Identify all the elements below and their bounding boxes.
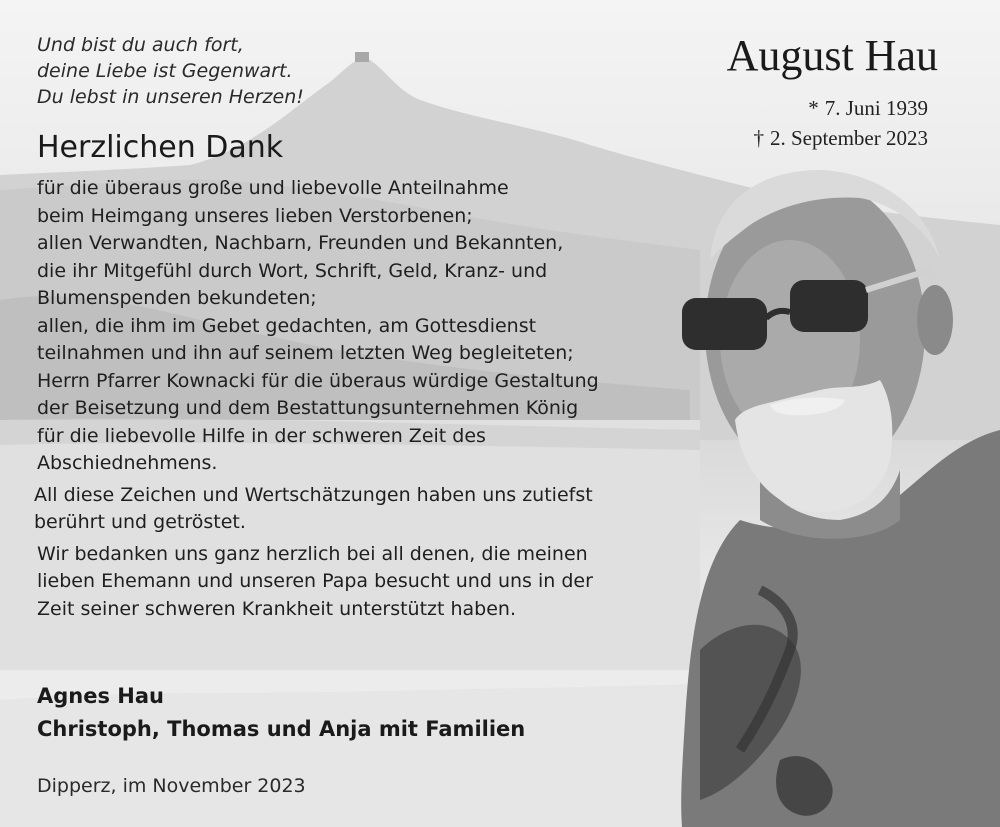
text-line: für die liebevolle Hilfe in der schweren Zeit des	[37, 424, 486, 447]
signers	[37, 680, 525, 746]
text-block	[34, 482, 677, 537]
place-and-date: Dipperz, im November 2023	[37, 775, 306, 797]
text-block	[37, 368, 677, 478]
cross-icon: †	[753, 126, 764, 150]
text-line: berührt und getröstet.	[34, 511, 246, 533]
verse-line: Du lebst in unseren Herzen!	[37, 86, 304, 108]
memorial-verse	[37, 32, 304, 110]
death-date-row	[680, 123, 928, 153]
text-line: Abschiednehmens.	[37, 452, 218, 474]
signer-name: Agnes Hau	[37, 684, 164, 708]
thanks-text	[34, 175, 677, 623]
verse-line: Und bist du auch fort,	[37, 34, 244, 56]
text-line: allen Verwandten, Nachbarn, Freunden und Bekannten,	[37, 232, 564, 254]
birth-date: 7. Juni 1939	[824, 96, 928, 120]
text-line: teilnahmen und ihn auf seinem letzten Weg begleiteten;	[37, 342, 574, 364]
text-block	[37, 230, 677, 313]
text-line: beim Heimgang unseres lieben Verstorbenen;	[37, 204, 473, 227]
text-line: die ihr Mitgefühl durch Wort, Schrift, Geld, Kranz- und	[37, 259, 548, 282]
life-dates	[680, 93, 980, 153]
verse-line: deine Liebe ist Gegenwart.	[37, 60, 293, 82]
text-block	[37, 313, 677, 368]
text-line: der Beisetzung und dem Bestattungsunternehmen König	[37, 397, 579, 419]
text-line: Blumenspenden bekundeten;	[37, 287, 317, 309]
death-date: 2. September 2023	[769, 126, 928, 150]
thanks-heading: Herzlichen Dank	[37, 130, 284, 165]
text-block	[37, 175, 677, 230]
text-line: für die überaus große und liebevolle Anteilnahme	[37, 177, 509, 199]
text-line: lieben Ehemann und unseren Papa besucht und uns in der	[37, 570, 593, 592]
text-line: All diese Zeichen und Wertschätzungen haben uns zutiefst	[34, 483, 593, 506]
signer-name: Christoph, Thomas und Anja mit Familien	[37, 717, 526, 741]
text-block	[37, 541, 677, 624]
birth-date-row	[680, 93, 928, 123]
text-line: Herrn Pfarrer Kownacki für die überaus würdige Gestaltung	[37, 369, 599, 392]
birth-symbol-icon: *	[808, 96, 819, 120]
text-line: Zeit seiner schweren Krankheit unterstützt haben.	[37, 597, 517, 620]
deceased-name: August Hau	[726, 31, 938, 80]
text-line: Wir bedanken uns ganz herzlich bei all denen, die meinen	[37, 542, 588, 565]
text-line: allen, die ihm im Gebet gedachten, am Gottesdienst	[37, 314, 537, 337]
